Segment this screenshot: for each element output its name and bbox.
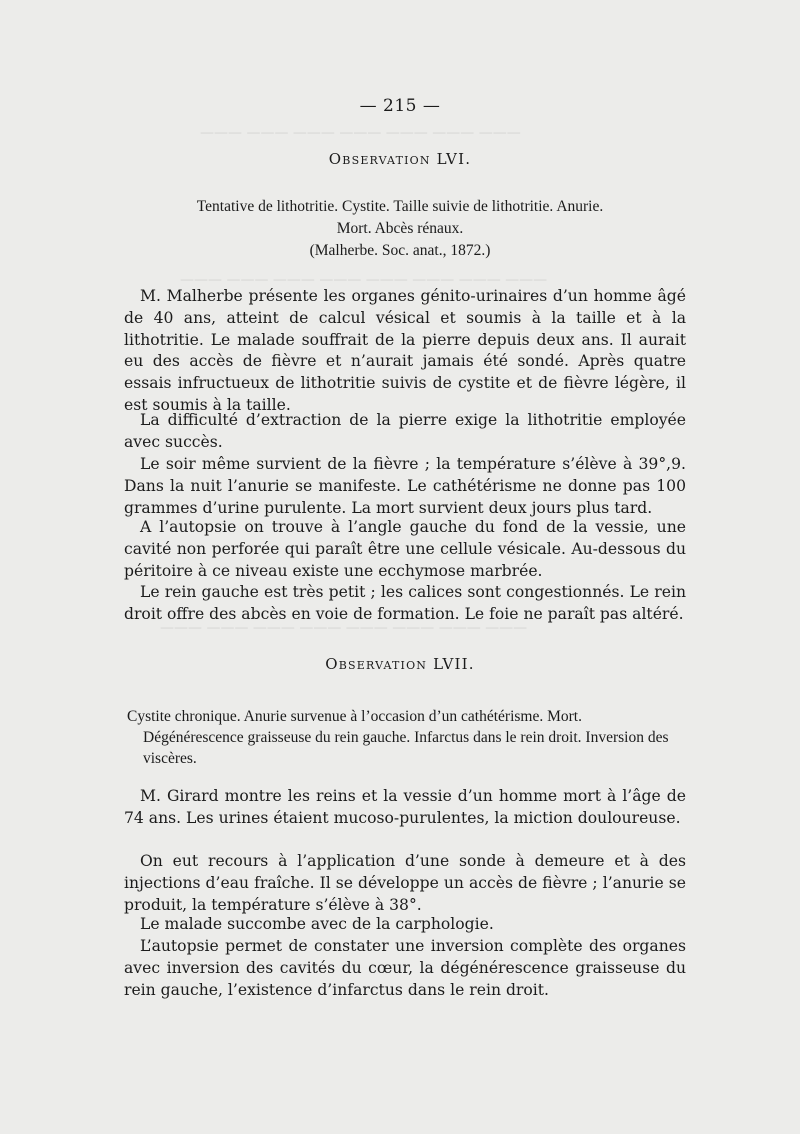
observation-56-paragraph-3: Le soir même survient de la fièvre ; la température s’élève à 39°,9. Dans la nuit l’anurie se manifeste. Le cathétérisme ne donne pas 100 grammes d’urine purulente. La mort survient deux jours plus tard. — [124, 455, 686, 517]
observation-57-title: Observation LVII. — [325, 655, 475, 673]
observation-57-paragraph-3: Le malade succombe avec de la carphologie. — [140, 915, 494, 933]
observation-56-subtitle-1: Tentative de lithotritie. Cystite. Taille suivie de lithotritie. Anurie. — [196, 198, 604, 215]
observation-57-subtitle-2: Dégénérescence graisseuse du rein gauche. Infarctus dans le rein droit. Inversion des viscères. — [143, 729, 669, 767]
observation-57-paragraph-1: M. Girard montre les reins et la vessie d’un homme mort à l’âge de 74 ans. Les urines étaient mucoso-purulentes, la miction douloureuse. — [124, 787, 686, 827]
observation-56-paragraph-5: Le rein gauche est très petit ; les calices sont congestionnés. Le rein droit offre des abcès en voie de formation. Le foie ne paraît pas altéré. — [124, 583, 686, 623]
observation-56-subtitle-3: (Malherbe. Soc. anat., 1872.) — [309, 242, 491, 259]
bleed-through-text: ——— ——— ——— ——— ——— ——— ——— — [200, 125, 521, 141]
observation-57-paragraph-2: On eut recours à l’application d’une sonde à demeure et à des injections d’eau fraîche. Il se développe un accès de fièvre ; l’anurie se produit, la température s’élève à 38°. — [124, 852, 686, 914]
observation-56-paragraph-4: A l’autopsie on trouve à l’angle gauche du fond de la vessie, une cavité non perforée qui paraît être une cellule vésicale. Au-dessous du péritoire à ce niveau existe une ecchymose marbrée. — [124, 518, 686, 580]
bleed-through-text: ——— ——— ——— ——— ——— ——— ——— ——— — [160, 620, 528, 636]
observation-57-paragraph-4: L’autopsie permet de constater une inversion complète des organes avec inversion des cavités du cœur, la dégénérescence graisseuse du rein gauche, l’existence d’infarctus dans le rein droit. — [124, 937, 686, 999]
observation-57-subtitle-1: Cystite chronique. Anurie survenue à l’occasion d’un cathétérisme. Mort. — [127, 708, 582, 725]
observation-56-paragraph-2: La difficulté d’extraction de la pierre exige la lithotritie employée avec succès. — [124, 411, 686, 451]
page-number: — 215 — — [359, 96, 441, 116]
observation-56-paragraph-1: M. Malherbe présente les organes génito-urinaires d’un homme âgé de 40 ans, atteint de calcul vésical et soumis à la taille et à la lithotritie. Le malade souffrait de la pierre depuis deux ans. Il aurait eu des accès de fièvre et n’aurait jamais été sondé. Après quatre essais infructueux de lithotritie suivis de cystite et de fièvre légère, il est soumis à la taille. — [124, 287, 686, 414]
bleed-through-text: ——— ——— ——— ——— ——— ——— ——— ——— — [180, 272, 548, 288]
observation-56-subtitle-2: Mort. Abcès rénaux. — [336, 220, 464, 237]
observation-57-subtitle — [127, 706, 687, 769]
observation-56-title: Observation LVI. — [328, 150, 472, 168]
